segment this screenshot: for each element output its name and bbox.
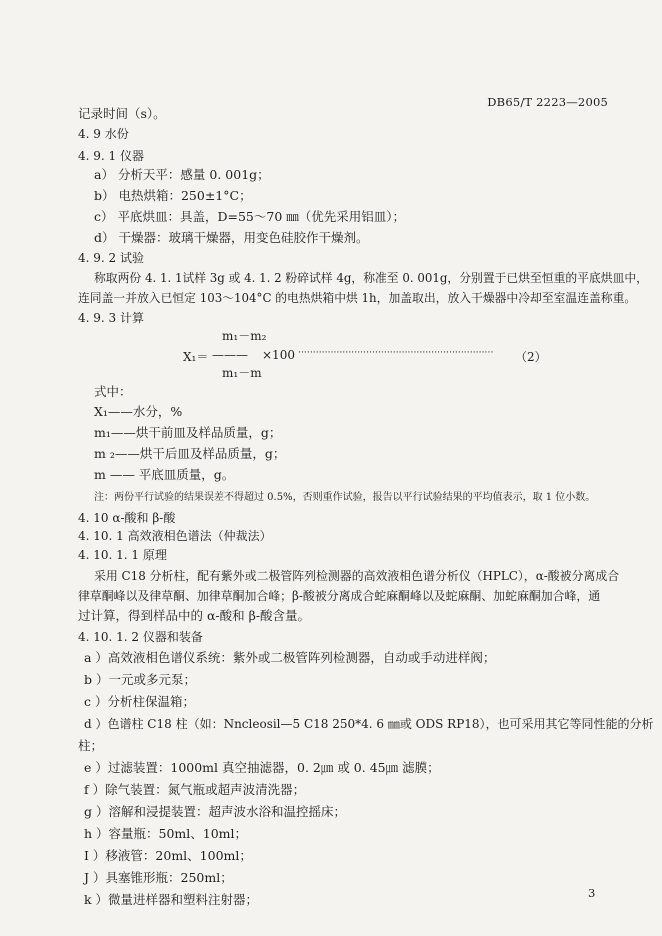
- text-line: 式中：: [94, 384, 132, 399]
- formula-denominator: m₁－m: [222, 366, 262, 380]
- formula-leader-dots: ··································································: [298, 348, 494, 358]
- list-item: b ）一元或多元泵；: [84, 672, 196, 687]
- list-item: c） 平底烘皿：具盖，D=55～70 ㎜（优先采用铝皿）；: [94, 209, 406, 224]
- section-heading: 4. 9. 2 试验: [78, 251, 144, 265]
- paragraph-line: 律草酮峰以及律草酮、加律草酮加合峰；β-酸被分离成合蛇麻酮峰以及蛇麻酮、加蛇麻酮加合峰，通: [78, 589, 601, 603]
- section-heading: 4. 10. 1. 1 原理: [78, 548, 167, 562]
- list-item: f ）除气装置：氮气瓶或超声波清洗器；: [84, 782, 306, 797]
- variable-definition: m ₂——烘干后皿及样品质量，g；: [94, 446, 286, 461]
- equation-number: （2）: [515, 350, 547, 364]
- text-line: 记录时间（s）。: [78, 106, 166, 121]
- list-item: b） 电热烘箱：250±1°C；: [94, 188, 252, 203]
- paragraph-line: 采用 C18 分析柱，配有紫外或二极管阵列检测器的高效液相色谱分析仪（HPLC），α-酸被分离成合: [94, 569, 620, 583]
- list-item: k ）微量进样器和塑料注射器；: [84, 892, 259, 907]
- list-item: d） 干燥器：玻璃干燥器，用变色硅胶作干燥剂。: [94, 230, 369, 245]
- list-item: e ）过滤装置：1000ml 真空抽滤器，0. 2㎛ 或 0. 45㎛ 滤膜；: [84, 760, 440, 775]
- list-item: d ）色谱柱 C18 柱（如：Nncleosil—5 C18 250*4. 6 ㎜或 ODS RP18），也可采用其它等同性能的分析: [84, 717, 654, 731]
- list-item: a ）高效液相色谱仪系统：紫外或二极管阵列检测器，自动或手动进样阀；: [84, 650, 496, 665]
- list-item-continuation: 柱；: [78, 738, 104, 753]
- list-item: J ）具塞锥形瓶：250ml；: [84, 870, 233, 885]
- section-heading: 4. 10. 1 高效液相色谱法（仲裁法）: [78, 529, 272, 543]
- formula-lhs: X₁＝: [183, 350, 209, 364]
- list-item: c ）分析柱保温箱；: [84, 694, 195, 709]
- note: 注：两份平行试验的结果误差不得超过 0.5%，否则重作试验，报告以平行试验结果的平均值表示，取 1 位小数。: [94, 492, 596, 503]
- variable-definition: X₁——水分，%: [94, 404, 183, 419]
- list-item: g ）溶解和浸提装置：超声波水浴和温控摇床；: [84, 804, 346, 819]
- formula-multiplier: ×100: [262, 348, 295, 362]
- list-item: a） 分析天平：感量 0. 001g；: [94, 167, 270, 182]
- section-heading: 4. 9. 3 计算: [78, 311, 144, 325]
- paragraph-line: 连同盖一并放入已恒定 103～104°C 的电热烘箱中烘 1h，加盖取出，放入干燥器中冷却至室温连盖称重。: [78, 291, 637, 305]
- formula-fraction-bar: ———: [212, 348, 248, 362]
- variable-definition: m —— 平底皿质量，g。: [94, 467, 235, 482]
- page-number: 3: [588, 886, 596, 900]
- section-heading: 4. 10 α-酸和 β-酸: [78, 511, 176, 525]
- section-heading: 4. 9 水份: [78, 127, 129, 141]
- section-heading: 4. 10. 1. 2 仪器和装备: [78, 630, 203, 644]
- paragraph-line: 称取两份 4. 1. 1试样 3g 或 4. 1. 2 粉碎试样 4g，称准至 0. 001g，分别置于已烘至恒重的平底烘皿中，: [94, 271, 648, 285]
- standard-code: DB65/T 2223—2005: [487, 95, 608, 109]
- section-heading: 4. 9. 1 仪器: [78, 149, 144, 163]
- list-item: h ）容量瓶：50ml、10ml；: [84, 826, 248, 841]
- variable-definition: m₁——烘干前皿及样品质量，g；: [94, 425, 282, 440]
- formula-numerator: m₁－m₂: [222, 329, 267, 343]
- paragraph-line: 过计算，得到样品中的 α-酸和 β-酸含量。: [78, 608, 311, 623]
- list-item: I ）移液管：20ml、100ml；: [84, 848, 252, 863]
